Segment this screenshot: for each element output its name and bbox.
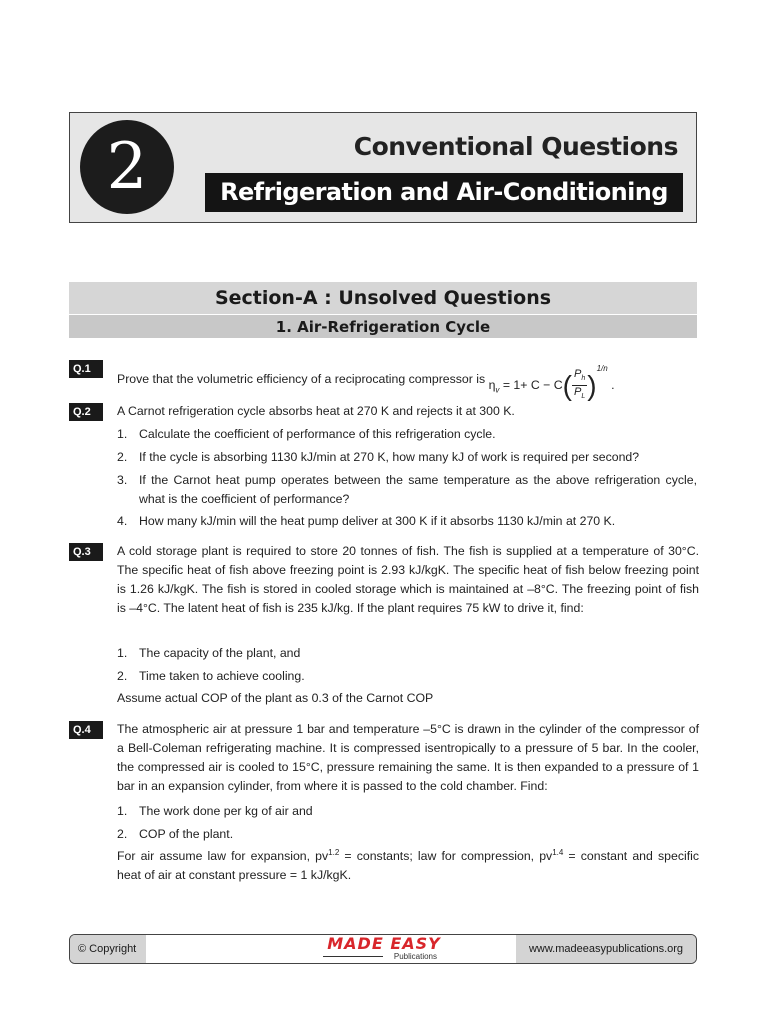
q1-text: Prove that the volumetric efficiency of a reciprocating compressor is <box>117 371 486 386</box>
conventional-questions-heading: Conventional Questions <box>353 132 678 161</box>
list-item: 2. If the cycle is absorbing 1130 kJ/min at 270 K, how many kJ of work is required per second? <box>117 450 640 464</box>
question-label-q1: Q.1 <box>69 360 103 378</box>
question-q3-intro: A cold storage plant is required to store 20 tonnes of fish. The fish is supplied at a temperature of 30°C. The specific heat of fish above freezing point is 2.93 kJ/kgK. The specific heat of fish below freezing point is 1.26 kJ/kgK. The fish is stored in cooled storage which is maintained at –8°C. The freezing point of fish is –4°C. The latent heat of fish is 235 kJ/kg. If the plant requires 75 kW to drive it, find: <box>117 544 699 615</box>
question-q4-intro: The atmospheric air at pressure 1 bar and temperature –5°C is drawn in the cylinder of the compressor of a Bell-Coleman refrigerating machine. It is compressed isentropically to a pressure of 5 bar. In the cooler, the compressed air is cooled to 15°C, pressure remaining the same. It is then expanded to a pressure of 1 bar in an expansion cylinder, from where it is passed to the cold chamber. Find: <box>117 722 699 793</box>
section-title: Section-A : Unsolved Questions <box>69 282 697 314</box>
chapter-title: Refrigeration and Air-Conditioning <box>205 173 683 212</box>
q4-note: For air assume law for expansion, $pv^{1.2}$ = constants; law for compression, $pv^{1.4}$ = constant and specific heat of air at constant pressure = 1 kJ/kgK. <box>117 848 699 883</box>
list-item: 2. Time taken to achieve cooling. <box>117 669 305 683</box>
list-item: 1. Calculate the coefficient of performance of this refrigeration cycle. <box>117 427 496 441</box>
question-label-q3: Q.3 <box>69 543 103 561</box>
publisher-logo: MADE EASY Publications <box>321 936 447 962</box>
subsection-title: 1. Air-Refrigeration Cycle <box>69 314 697 338</box>
list-item: 4. How many kJ/min will the heat pump deliver at 300 K if it absorbs 1130 kJ/min at 270 K. <box>117 514 616 528</box>
copyright-label: © Copyright <box>70 935 146 963</box>
question-q2-intro: A Carnot refrigeration cycle absorbs heat at 270 K and rejects it at 300 K. <box>117 404 515 418</box>
list-item: 1. The work done per kg of air and <box>117 804 313 818</box>
q3-note: Assume actual COP of the plant as 0.3 of the Carnot COP <box>117 691 434 705</box>
question-label-q2: Q.2 <box>69 403 103 421</box>
question-label-q4: Q.4 <box>69 721 103 739</box>
list-item: 2. COP of the plant. <box>117 827 234 841</box>
list-item: 1. The capacity of the plant, and <box>117 646 301 660</box>
question-q1 <box>117 350 699 409</box>
list-item: 3. If the Carnot heat pump operates between the same temperature as the above refrigeration cycle, what is the coefficient of performance? <box>117 473 697 506</box>
page-footer <box>69 934 697 964</box>
volumetric-efficiency-formula: $\eta_v = 1+ C - C$( $\frac{P_h}{P_L}$ )$^{1/n}$ . <box>488 364 615 401</box>
chapter-number-badge: 2 <box>80 120 174 214</box>
publisher-website: www.madeeasypublications.org <box>516 935 696 963</box>
